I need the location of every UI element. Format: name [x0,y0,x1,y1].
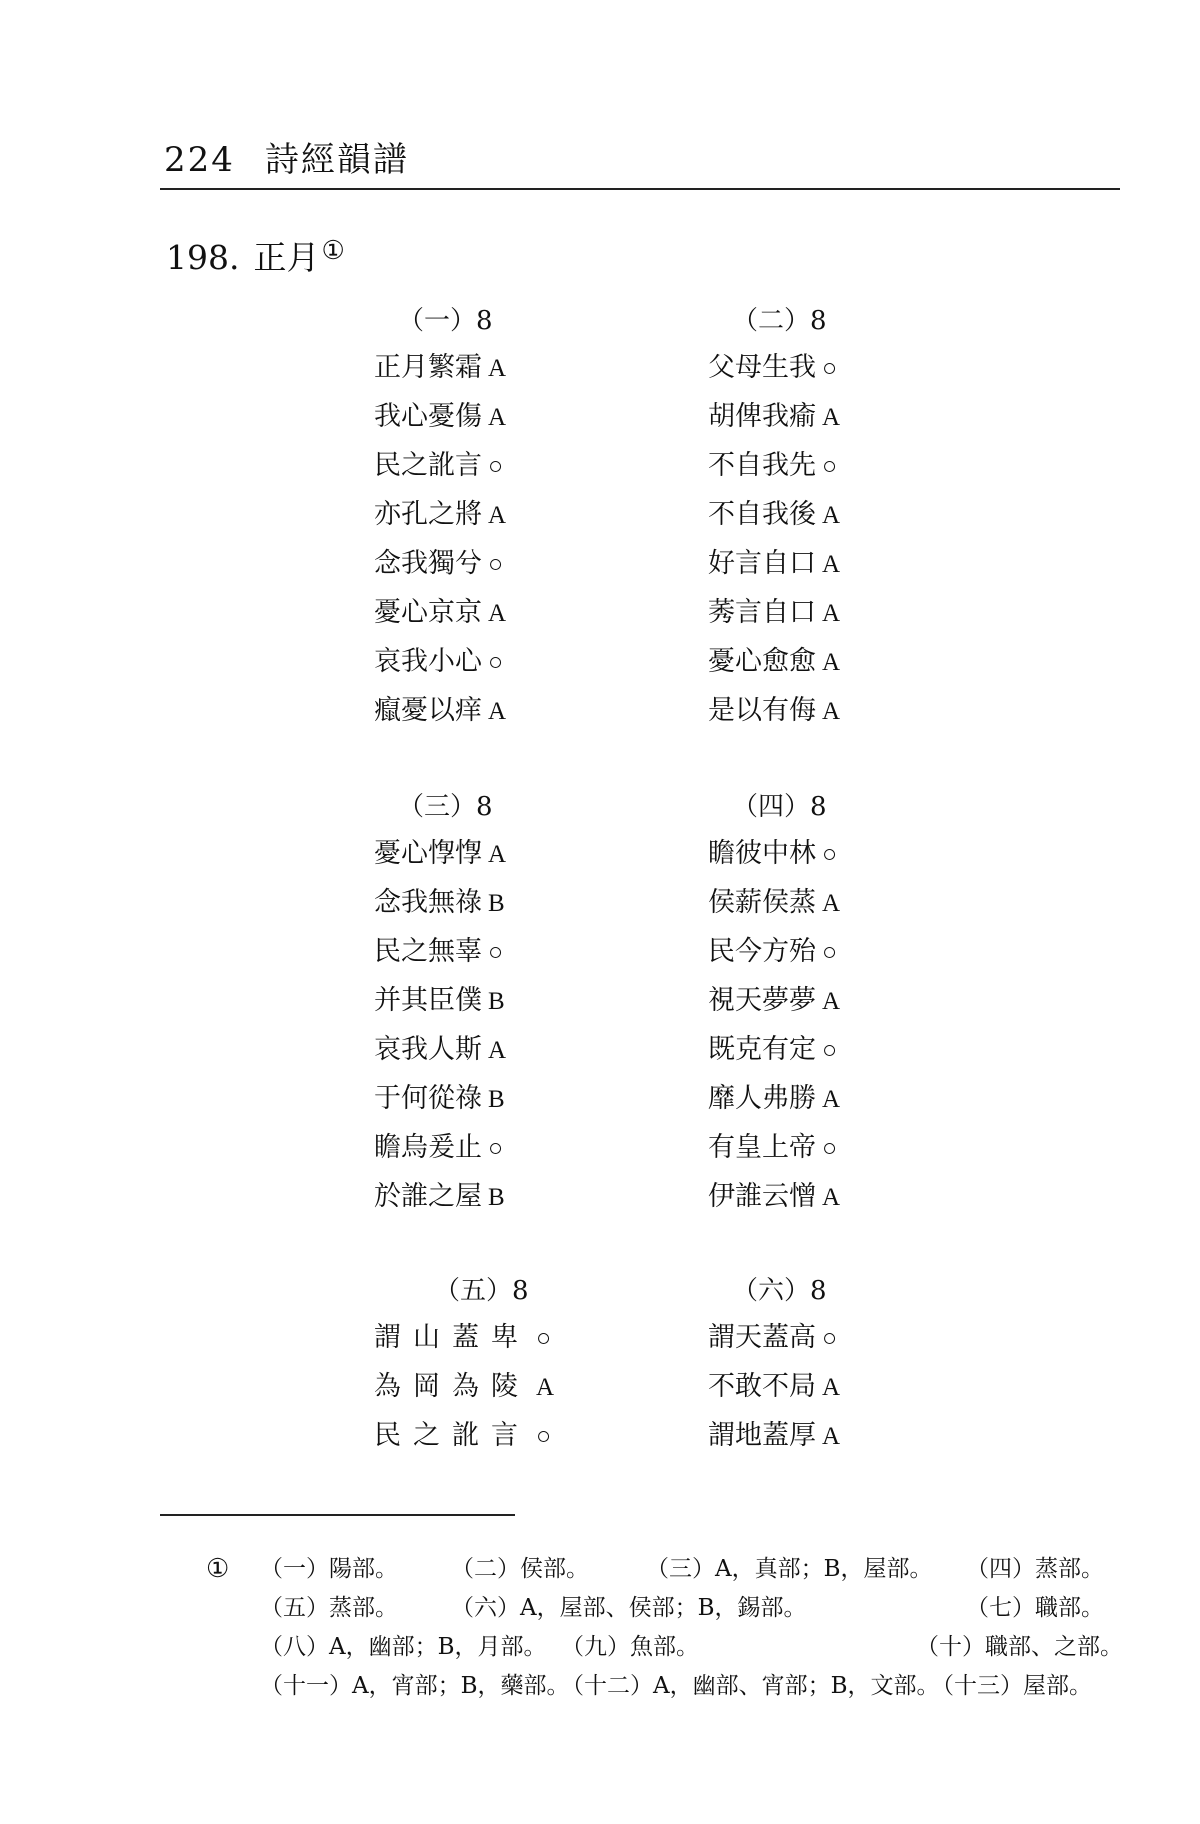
verse-line [374,446,506,495]
verse-text: 不敢不局 [708,1371,816,1402]
rhyme-mark: A [822,1184,841,1211]
rhyme-mark: ○ [822,841,838,868]
verse-line [708,1079,840,1128]
rhyme-mark: ○ [488,453,504,480]
verse-text: 瞻彼中林 [708,838,816,869]
verse-text: 既克有定 [708,1034,816,1065]
footnote-entry: （八）A，幽部；B，月部。 [260,1634,547,1660]
verse-line [374,1128,506,1177]
verse-line [708,1416,840,1465]
footnote-line [206,1591,1136,1630]
rhyme-mark: A [822,502,841,529]
verse-line [374,932,506,981]
stanza-lines [708,834,840,1226]
verse-text: 靡人弗勝 [708,1083,816,1114]
poem-title [166,232,345,279]
verse-text: 謂天蓋高 [708,1322,816,1353]
verse-text: 并其臣僕 [374,985,482,1016]
verse-line [708,834,840,883]
stanza-header: （三）8 [398,792,493,822]
rhyme-mark: A [822,890,841,917]
rhyme-mark: ○ [536,1325,552,1352]
verse-text: 侯薪侯蒸 [708,887,816,918]
stanza-header: （一）8 [398,306,493,336]
verse-text: 父母生我 [708,352,816,383]
stanza-lines [708,348,840,740]
verse-text: 不自我後 [708,499,816,530]
verse-text: 憂心京京 [374,597,482,628]
verse-line [708,883,840,932]
running-head [164,132,409,181]
rhyme-mark: ○ [822,1325,838,1352]
verse-text: 憂心惸惸 [374,838,482,869]
verse-line [708,642,840,691]
stanza-header: （四）8 [732,792,827,822]
verse-line [708,932,840,981]
verse-text: 有皇上帝 [708,1132,816,1163]
verse-text: 伊誰云憎 [708,1181,816,1212]
rhyme-mark: B [488,890,505,917]
rhyme-mark: A [536,1374,555,1401]
rhyme-mark: A [488,404,507,431]
verse-text: 民今方殆 [708,936,816,967]
verse-text: 哀我人斯 [374,1034,482,1065]
verse-text: 視天夢夢 [708,985,816,1016]
footnotes [206,1552,1136,1708]
footnote-entry: （十一）A，宵部；B，藥部。 [260,1673,570,1699]
rhyme-mark: A [822,649,841,676]
verse-line [374,691,506,740]
verse-line [374,981,506,1030]
verse-line [374,397,506,446]
poem-number: 198. [166,238,240,277]
footnote-line [206,1552,1136,1591]
verse-line [708,1318,840,1367]
verse-text: 念我獨兮 [374,548,482,579]
verse-line [374,593,506,642]
rhyme-mark: ○ [822,355,838,382]
verse-line [708,348,840,397]
verse-text: 民之無辜 [374,936,482,967]
stanza-lines [374,1318,554,1465]
rhyme-mark: A [822,1423,841,1450]
verse-text: 莠言自口 [708,597,816,628]
verse-text: 于何從祿 [374,1083,482,1114]
rhyme-mark: A [822,551,841,578]
rhyme-mark: ○ [488,939,504,966]
verse-line [374,1318,554,1367]
rhyme-mark: ○ [488,551,504,578]
rhyme-mark: ○ [488,649,504,676]
verse-line [374,834,506,883]
rhyme-mark: A [488,600,507,627]
verse-text: 念我無祿 [374,887,482,918]
verse-text: 謂山蓋卑 [374,1322,530,1353]
rhyme-mark: ○ [822,453,838,480]
footnote-entry: （一）陽部。 [260,1556,398,1582]
verse-line [708,1128,840,1177]
rhyme-mark: A [488,355,507,382]
footnote-entry: （十二）A，幽部、宵部；B，文部。 [561,1673,940,1699]
footnote-line [206,1669,1136,1708]
verse-text: 癙憂以痒 [374,695,482,726]
rhyme-mark: A [488,1037,507,1064]
footnote-entry: （六）A，屋部、侯部；B，錫部。 [451,1595,807,1621]
rhyme-mark: ○ [822,1037,838,1064]
footnote-rule [160,1514,515,1516]
verse-text: 哀我小心 [374,646,482,677]
verse-line [374,544,506,593]
verse-text: 亦孔之將 [374,499,482,530]
rhyme-mark: B [488,1184,505,1211]
rhyme-mark: ○ [822,1135,838,1162]
footnote-mark: ① [206,1554,230,1584]
stanza-header: （五）8 [434,1276,529,1306]
verse-line [708,397,840,446]
stanza-lines [708,1318,840,1465]
verse-text: 謂地蓋厚 [708,1420,816,1451]
verse-line [708,544,840,593]
rhyme-mark: A [822,1086,841,1113]
footnote-reference-mark: ① [321,236,345,266]
header-rule [160,188,1120,190]
verse-line [374,1416,554,1465]
verse-text: 我心憂傷 [374,401,482,432]
verse-line [708,1367,840,1416]
verse-line [374,348,506,397]
poem-name: 正月 [253,238,320,277]
rhyme-mark: A [822,988,841,1015]
rhyme-mark: ○ [822,939,838,966]
verse-text: 是以有侮 [708,695,816,726]
footnote-entry: （九）魚部。 [561,1634,699,1660]
verse-text: 不自我先 [708,450,816,481]
verse-line [374,495,506,544]
verse-text: 民之訛言 [374,450,482,481]
stanza-header: （二）8 [732,306,827,336]
rhyme-mark: A [822,404,841,431]
footnote-entry: （二）侯部。 [451,1556,589,1582]
footnote-entry: （四）蒸部。 [966,1556,1104,1582]
verse-line [374,1367,554,1416]
verse-text: 正月繁霜 [374,352,482,383]
verse-text: 好言自口 [708,548,816,579]
page-number: 224 [164,140,235,180]
verse-line [708,1030,840,1079]
footnote-entry: （十）職部、之部。 [916,1634,1123,1660]
verse-line [374,1079,506,1128]
rhyme-mark: A [488,841,507,868]
rhyme-mark: A [822,600,841,627]
verse-line [374,883,506,932]
footnote-entry: （十三）屋部。 [931,1673,1092,1699]
rhyme-mark: A [822,1374,841,1401]
verse-text: 於誰之屋 [374,1181,482,1212]
verse-text: 胡俾我瘉 [708,401,816,432]
footnote-entry: （五）蒸部。 [260,1595,398,1621]
stanza-lines [374,348,506,740]
rhyme-mark: ○ [488,1135,504,1162]
rhyme-mark: A [488,698,507,725]
book-title: 詩經韻譜 [264,140,409,180]
verse-line [374,1177,506,1226]
verse-line [374,642,506,691]
rhyme-mark: A [822,698,841,725]
rhyme-mark: B [488,988,505,1015]
rhyme-mark: B [488,1086,505,1113]
footnote-entry: （三）A，真部；B，屋部。 [646,1556,933,1582]
footnote-line [206,1630,1136,1669]
rhyme-mark: A [488,502,507,529]
verse-line [708,495,840,544]
rhyme-mark: ○ [536,1423,552,1450]
verse-line [708,593,840,642]
verse-line [374,1030,506,1079]
verse-line [708,981,840,1030]
stanza-lines [374,834,506,1226]
verse-text: 民之訛言 [374,1420,530,1451]
verse-text: 為岡為陵 [374,1371,530,1402]
verse-line [708,691,840,740]
stanza-header: （六）8 [732,1276,827,1306]
verse-text: 瞻烏爰止 [374,1132,482,1163]
footnote-entry: （七）職部。 [966,1595,1104,1621]
verse-text: 憂心愈愈 [708,646,816,677]
verse-line [708,446,840,495]
verse-line [708,1177,840,1226]
